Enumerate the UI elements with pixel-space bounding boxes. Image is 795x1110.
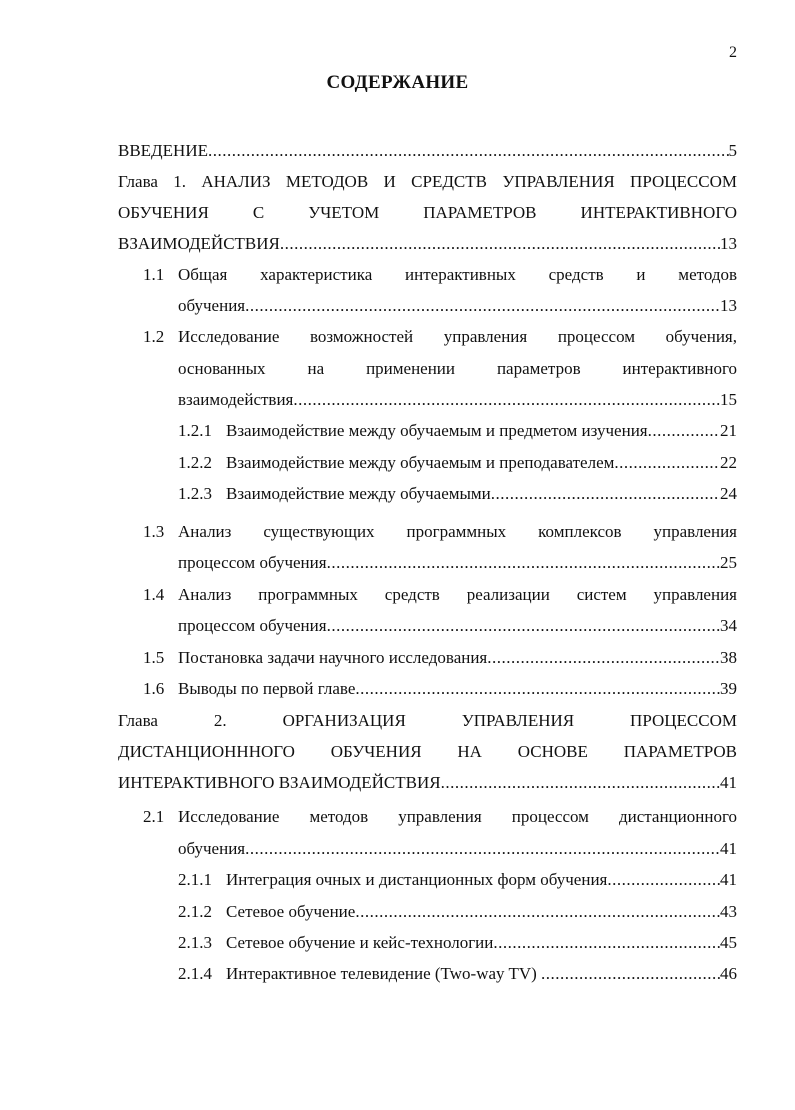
toc-section-number: 2.1.1: [178, 870, 212, 889]
toc-section-number: 1.2: [143, 327, 165, 346]
toc-entry-page: 25: [720, 553, 737, 572]
toc-section-number: 1.6: [143, 679, 165, 698]
toc-entry-page: 34: [720, 616, 737, 635]
toc-entry-page: 39: [720, 679, 737, 698]
toc-entry-page: 43: [720, 902, 737, 921]
toc-section-number: 1.2.3: [178, 484, 212, 503]
toc-section-1-2-line3[interactable]: [178, 387, 737, 413]
toc-entry-page: 41: [720, 773, 737, 792]
toc-entry-title: Сетевое обучение и кейс-технологии: [226, 933, 494, 952]
toc-section-2-1-line2[interactable]: [178, 836, 737, 862]
toc-section-1-6[interactable]: [178, 676, 737, 702]
toc-entry-page: 21: [720, 421, 737, 440]
toc-entry-page: 24: [720, 484, 737, 503]
toc-section-number: 2.1.2: [178, 902, 212, 921]
toc-entry-title: Взаимодействие между обучаемым и преподавателем: [226, 453, 615, 472]
toc-section-number: 1.3: [143, 522, 165, 541]
toc-entry-title: ИНТЕРАКТИВНОГО ВЗАИМОДЕЙСТВИЯ: [118, 773, 441, 792]
toc-entry-title: Интерактивное телевидение (Two-way TV): [226, 964, 542, 983]
toc-section-1-2-1[interactable]: [226, 418, 737, 444]
toc-section-number: 1.1: [143, 265, 165, 284]
toc-section-number: 1.5: [143, 648, 165, 667]
toc-section-1-2-line2[interactable]: основанных на применении параметров интерактивного: [178, 359, 737, 378]
toc-section-2-1-1[interactable]: [226, 867, 737, 893]
toc-entry-page: 13: [720, 234, 737, 253]
toc-entry-page: 45: [720, 933, 737, 952]
toc-section-2-1-line1[interactable]: Исследование методов управления процессом дистанционного: [178, 807, 737, 826]
toc-section-1-4-line2[interactable]: [178, 613, 737, 639]
toc-section-1-5[interactable]: [178, 645, 737, 671]
toc-entry-page: 22: [720, 453, 737, 472]
toc-chapter2-line1[interactable]: Глава 2. ОРГАНИЗАЦИЯ УПРАВЛЕНИЯ ПРОЦЕССОМ: [118, 711, 737, 730]
toc-section-1-3-line1[interactable]: Анализ существующих программных комплексов управления: [178, 522, 737, 541]
toc-entry-title: взаимодействия: [178, 390, 294, 409]
toc-section-1-1-line1[interactable]: Общая характеристика интерактивных средств и методов: [178, 265, 737, 284]
toc-section-number: 1.4: [143, 585, 165, 604]
toc-section-2-1-2[interactable]: [226, 899, 737, 925]
toc-section-1-2-2[interactable]: [226, 450, 737, 476]
toc-section-number: 1.2.2: [178, 453, 212, 472]
page-title: СОДЕРЖАНИЕ: [326, 72, 469, 93]
toc-section-1-3-line2[interactable]: [178, 550, 737, 576]
toc-section-1-4-line1[interactable]: Анализ программных средств реализации систем управления: [178, 585, 737, 604]
toc-chapter2-line3[interactable]: [118, 770, 737, 796]
toc-chapter2-line2[interactable]: ДИСТАНЦИОНННОГО ОБУЧЕНИЯ НА ОСНОВЕ ПАРАМЕТРОВ: [118, 742, 737, 761]
toc-section-1-1-line2[interactable]: [178, 293, 737, 319]
toc-entry-page: 38: [720, 648, 737, 667]
toc-entry-intro[interactable]: [118, 138, 737, 164]
toc-section-number: 2.1.3: [178, 933, 212, 952]
toc-entry-page: 41: [720, 839, 737, 858]
toc-entry-title: обучения: [178, 296, 246, 315]
toc-entry-page: 15: [720, 390, 737, 409]
toc-section-2-1-3[interactable]: [226, 930, 737, 956]
toc-chapter1-line1[interactable]: Глава 1. АНАЛИЗ МЕТОДОВ И СРЕДСТВ УПРАВЛЕНИЯ ПРОЦЕССОМ: [118, 172, 737, 191]
toc-section-number: 1.2.1: [178, 421, 212, 440]
page-number: 2: [729, 44, 737, 61]
toc-entry-title: Выводы по первой главе: [178, 679, 356, 698]
toc-section-number: 2.1.4: [178, 964, 212, 983]
toc-entry-title: ВЗАИМОДЕЙСТВИЯ: [118, 234, 280, 253]
toc-entry-title: обучения: [178, 839, 246, 858]
toc-entry-title: Сетевое обучение: [226, 902, 356, 921]
toc-entry-title: процессом обучения: [178, 553, 327, 572]
toc-entry-page: 41: [720, 870, 737, 889]
toc-entry-title: Взаимодействие между обучаемыми: [226, 484, 491, 503]
toc-entry-title: Взаимодействие между обучаемым и предметом изучения: [226, 421, 648, 440]
toc-section-1-2-3[interactable]: [226, 481, 737, 507]
toc-section-1-2-line1[interactable]: Исследование возможностей управления процессом обучения,: [178, 327, 737, 346]
toc-section-number: 2.1: [143, 807, 165, 826]
toc-chapter1-line3[interactable]: [118, 231, 737, 257]
toc-entry-title: ВВЕДЕНИЕ: [118, 141, 208, 160]
toc-entry-title: процессом обучения: [178, 616, 327, 635]
toc-chapter1-line2[interactable]: ОБУЧЕНИЯ С УЧЕТОМ ПАРАМЕТРОВ ИНТЕРАКТИВНОГО: [118, 203, 737, 222]
toc-entry-title: Постановка задачи научного исследования: [178, 648, 488, 667]
toc-entry-page: 46: [720, 964, 737, 983]
toc-entry-page: 5: [728, 141, 737, 160]
toc-entry-title: Интеграция очных и дистанционных форм обучения: [226, 870, 608, 889]
toc-entry-page: 13: [720, 296, 737, 315]
toc-section-2-1-4[interactable]: [226, 961, 737, 987]
